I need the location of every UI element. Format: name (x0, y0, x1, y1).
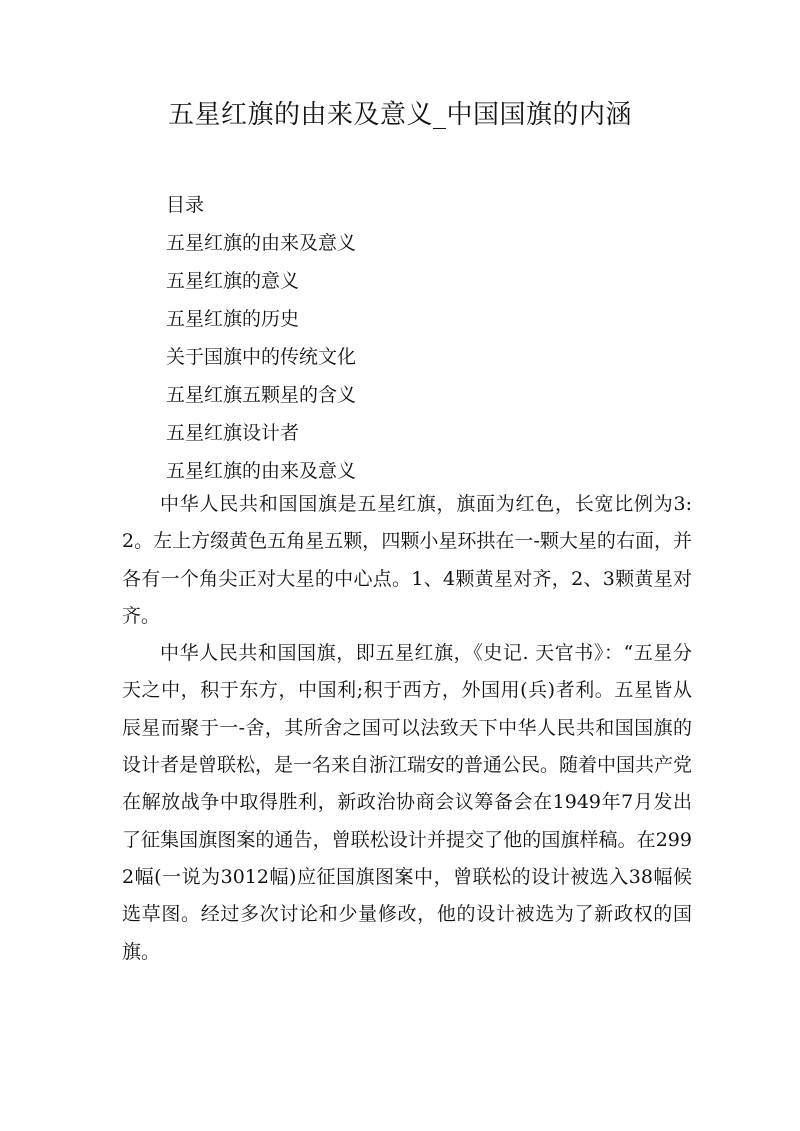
toc-heading: 目录 (166, 194, 205, 216)
body-paragraph: 中华人民共和国国旗是五星红旗，旗面为红色，长宽比例为3:2。左上方缀黄色五角星五颗，四颗小星环拱在一-颗大星的右面，并各有一个角尖正对大星的中心点。1、4颗黄星对齐，2、3颗黄星对齐。 (122, 493, 692, 627)
body-paragraph: 中华人民共和国国旗，即五星红旗，《史记. 天官书》：“五星分天之中，积于东方，中国利;积于西方，外国用(兵)者利。五星皆从辰星而聚于一-舍，其所舍之国可以法致天下中华人民共和国国旗的设计者是曾联松，是一名来自浙江瑞安的普通公民。随着中国共产党在解放战争中取得胜利，新政治协商会议筹备会在1949年7月发出了征集国旗图案的通告，曾联松设计并提交了他的国旗样稿。在2992幅(一说为3012幅)应征国旗图案中，曾联松的设计被选入38幅候选草图。经过多次讨论和少量修改，他的设计被选为了新政权的国旗。 (122, 642, 693, 963)
toc-item: 五星红旗设计者 (166, 422, 300, 444)
document-title: 五星红旗的由来及意义_中国国旗的内涵 (167, 100, 632, 130)
toc-item: 五星红旗的由来及意义 (166, 232, 357, 254)
document-body (122, 486, 692, 971)
section-heading: 五星红旗的由来及意义 (166, 460, 357, 482)
toc-item: 五星红旗的意义 (166, 270, 300, 292)
toc-item: 五星红旗的历史 (166, 308, 300, 330)
toc-item: 五星红旗五颗星的含义 (166, 384, 357, 406)
table-of-contents (166, 186, 706, 490)
toc-item: 关于国旗中的传统文化 (166, 346, 357, 368)
